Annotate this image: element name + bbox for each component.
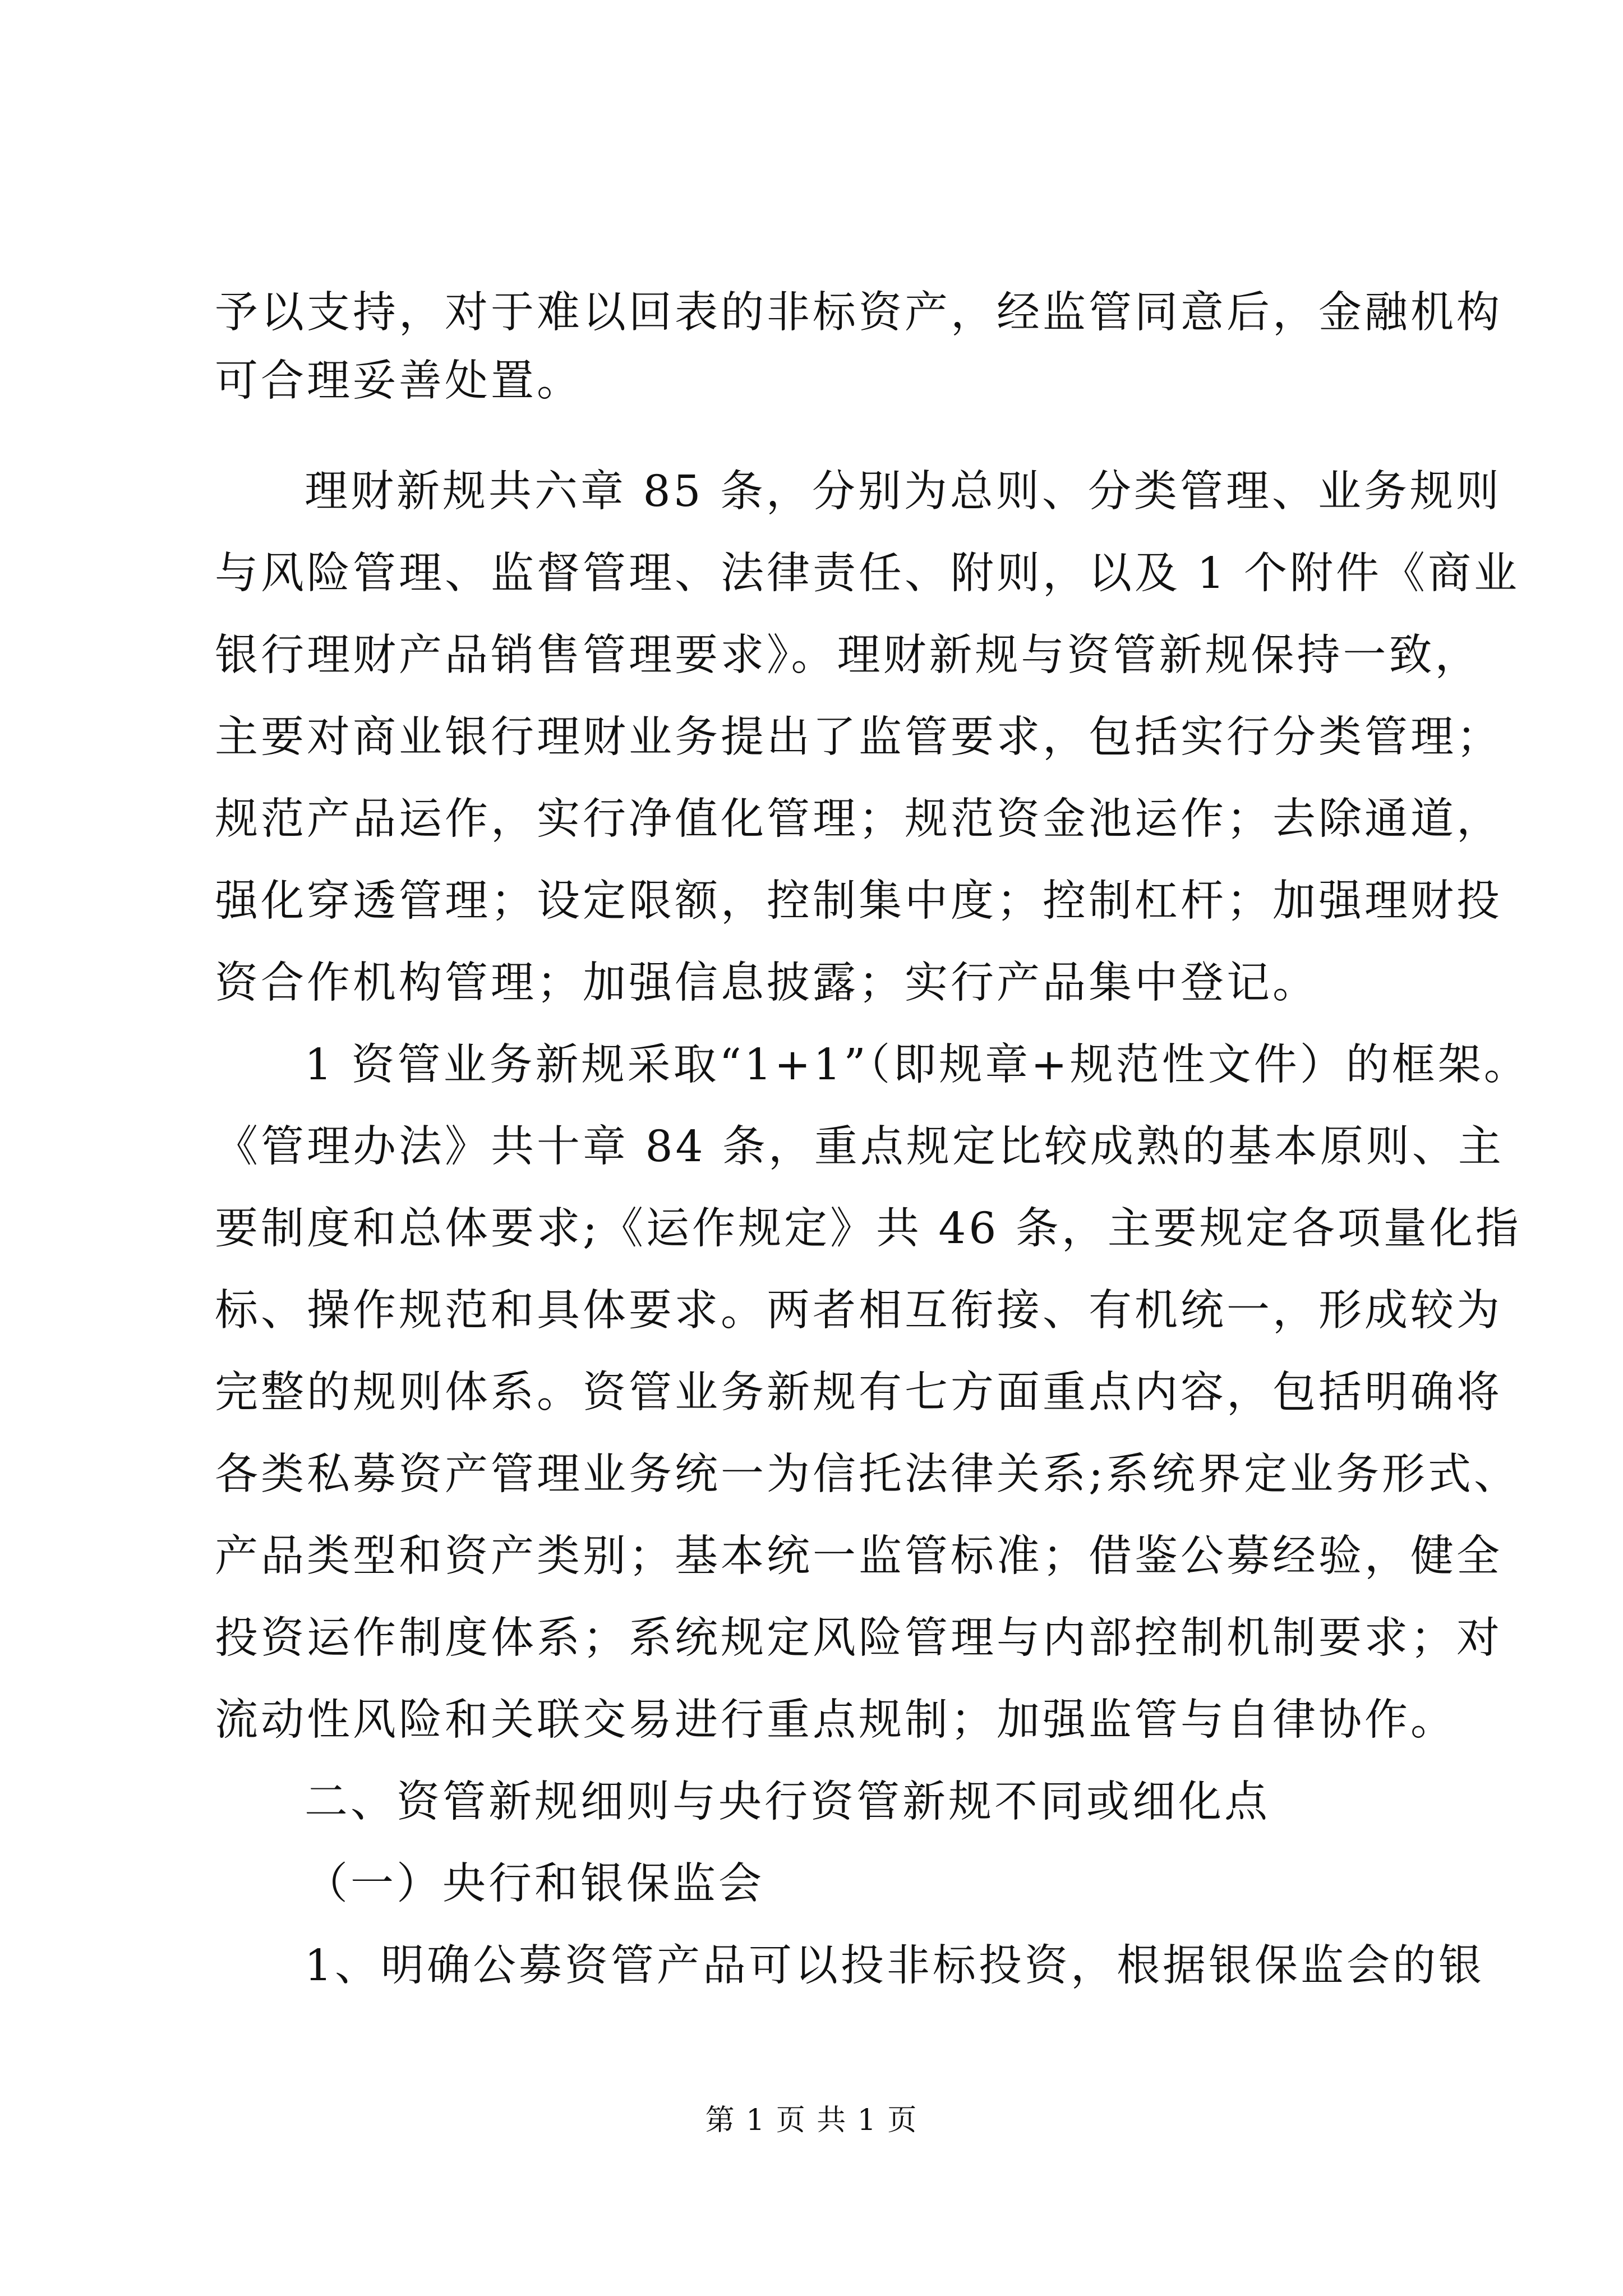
body-text-line: 强化穿透管理；设定限额，控制集中度；控制杠杆；加强理财投	[215, 876, 1502, 926]
body-text-line: 《管理办法》共十章 84 条，重点规定比较成熟的基本原则、主	[215, 1122, 1504, 1172]
body-text-line: 理财新规共六章 85 条，分别为总则、分类管理、业务规则	[305, 467, 1502, 517]
body-text-line: 规范产品运作，实行净值化管理；规范资金池运作；去除通道，	[215, 794, 1502, 844]
body-text-line: 主要对商业银行理财业务提出了监管要求，包括实行分类管理；	[215, 712, 1502, 762]
body-text-line: 1、明确公募资管产品可以投非标投资，根据银保监会的银	[305, 1941, 1484, 1991]
body-text-line: 1 资管业务新规采取“1+1”（即规章+规范性文件）的框架。	[305, 1040, 1530, 1090]
body-text-line: 完整的规则体系。资管业务新规有七方面重点内容，包括明确将	[215, 1368, 1502, 1418]
body-text-line: 产品类型和资产类别；基本统一监管标准；借鉴公募经验，健全	[215, 1531, 1502, 1581]
body-text-line: 要制度和总体要求;《运作规定》共 46 条，主要规定各项量化指	[215, 1204, 1521, 1254]
body-text-line: 各类私募资产管理业务统一为信托法律关系;系统界定业务形式、	[215, 1450, 1520, 1499]
body-text-line: 与风险管理、监督管理、法律责任、附则，以及 1 个附件《商业	[215, 549, 1520, 599]
subsection-heading: （一）央行和银保监会	[305, 1859, 764, 1909]
section-heading: 二、资管新规细则与央行资管新规不同或细化点	[305, 1777, 1270, 1827]
body-text-line: 可合理妥善处置。	[215, 356, 583, 406]
body-text-line: 资合作机构管理；加强信息披露；实行产品集中登记。	[215, 958, 1318, 1008]
body-text-line: 予以支持，对于难以回表的非标资产，经监管同意后，金融机构	[215, 288, 1502, 338]
body-text-line: 银行理财产品销售管理要求》。理财新规与资管新规保持一致，	[215, 631, 1481, 680]
body-text-line: 流动性风险和关联交易进行重点规制；加强监管与自律协作。	[215, 1695, 1456, 1745]
body-text-line: 投资运作制度体系；系统规定风险管理与内部控制机制要求；对	[215, 1613, 1502, 1663]
page-footer: 第 1 页 共 1 页	[705, 2104, 918, 2137]
body-text-line: 标、操作规范和具体要求。两者相互衔接、有机统一，形成较为	[215, 1286, 1502, 1336]
